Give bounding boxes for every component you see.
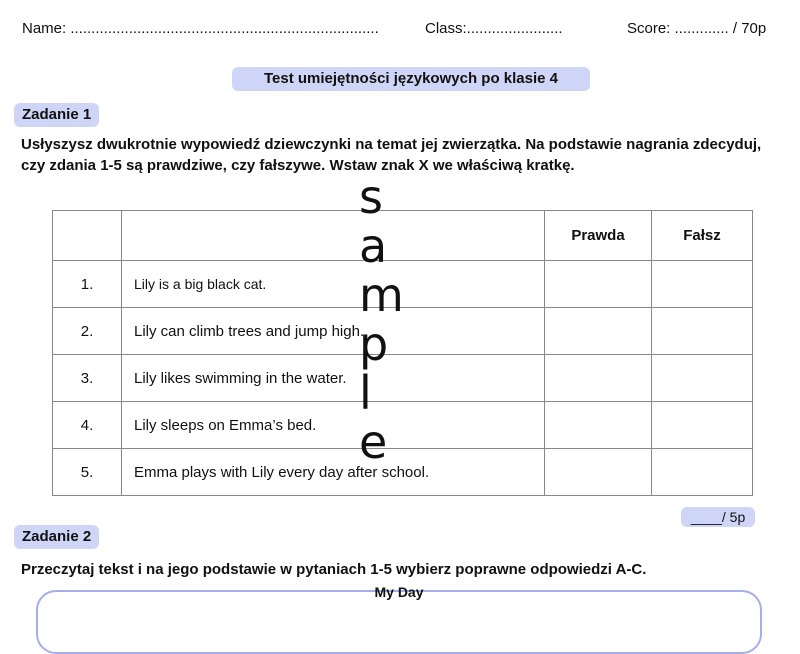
row-number: 4. bbox=[53, 402, 122, 449]
reading-title: My Day bbox=[374, 584, 424, 600]
class-field: Class:....................... bbox=[425, 20, 563, 37]
watermark-letter: m bbox=[359, 268, 404, 322]
score-field: Score: ............. / 70p bbox=[627, 20, 767, 37]
table-row bbox=[53, 261, 753, 308]
row-statement: Lily likes swimming in the water. bbox=[122, 355, 545, 402]
table-row bbox=[53, 308, 753, 355]
prawda-checkbox[interactable] bbox=[545, 308, 652, 355]
test-title: Test umiejętności językowych po klasie 4 bbox=[232, 67, 590, 91]
table-row bbox=[53, 449, 753, 496]
header-blank-num bbox=[53, 211, 122, 261]
falsz-checkbox[interactable] bbox=[652, 308, 753, 355]
table-row bbox=[53, 402, 753, 449]
row-number: 3. bbox=[53, 355, 122, 402]
watermark-letter: p bbox=[359, 317, 389, 371]
table-header-row bbox=[53, 211, 753, 261]
watermark-letter: a bbox=[359, 219, 388, 273]
prawda-checkbox[interactable] bbox=[545, 261, 652, 308]
table-row bbox=[53, 355, 753, 402]
row-number: 1. bbox=[53, 261, 122, 308]
row-statement: Emma plays with Lily every day after school. bbox=[122, 449, 545, 496]
column-header-prawda: Prawda bbox=[545, 211, 652, 261]
task2-label: Zadanie 2 bbox=[14, 525, 99, 549]
true-false-table bbox=[52, 210, 753, 496]
falsz-checkbox[interactable] bbox=[652, 402, 753, 449]
watermark-letter: s bbox=[359, 170, 383, 224]
watermark-letter: l bbox=[359, 366, 372, 420]
falsz-checkbox[interactable] bbox=[652, 355, 753, 402]
row-number: 2. bbox=[53, 308, 122, 355]
name-field: Name: .......................................................................... bbox=[22, 20, 379, 37]
row-statement: Lily sleeps on Emma’s bed. bbox=[122, 402, 545, 449]
row-statement: Lily is a big black cat. bbox=[122, 261, 545, 308]
row-number: 5. bbox=[53, 449, 122, 496]
task1-score-badge: ____/ 5p bbox=[681, 507, 755, 527]
column-header-falsz: Fałsz bbox=[652, 211, 753, 261]
prawda-checkbox[interactable] bbox=[545, 355, 652, 402]
header-blank-statement bbox=[122, 211, 545, 261]
falsz-checkbox[interactable] bbox=[652, 261, 753, 308]
falsz-checkbox[interactable] bbox=[652, 449, 753, 496]
watermark-letter: e bbox=[359, 415, 388, 469]
task2-instruction: Przeczytaj tekst i na jego podstawie w pytaniach 1-5 wybierz poprawne odpowiedzi A-C. bbox=[21, 561, 647, 578]
row-statement: Lily can climb trees and jump high. bbox=[122, 308, 545, 355]
prawda-checkbox[interactable] bbox=[545, 449, 652, 496]
prawda-checkbox[interactable] bbox=[545, 402, 652, 449]
task1-instruction: Usłyszysz dwukrotnie wypowiedź dziewczynki na temat jej zwierzątka. Na podstawie nagrania zdecyduj, czy zdania 1-5 są prawdziwe, czy fałszywe. Wstaw znak X we właściwą kratkę. bbox=[21, 136, 762, 174]
task1-label: Zadanie 1 bbox=[14, 103, 99, 127]
